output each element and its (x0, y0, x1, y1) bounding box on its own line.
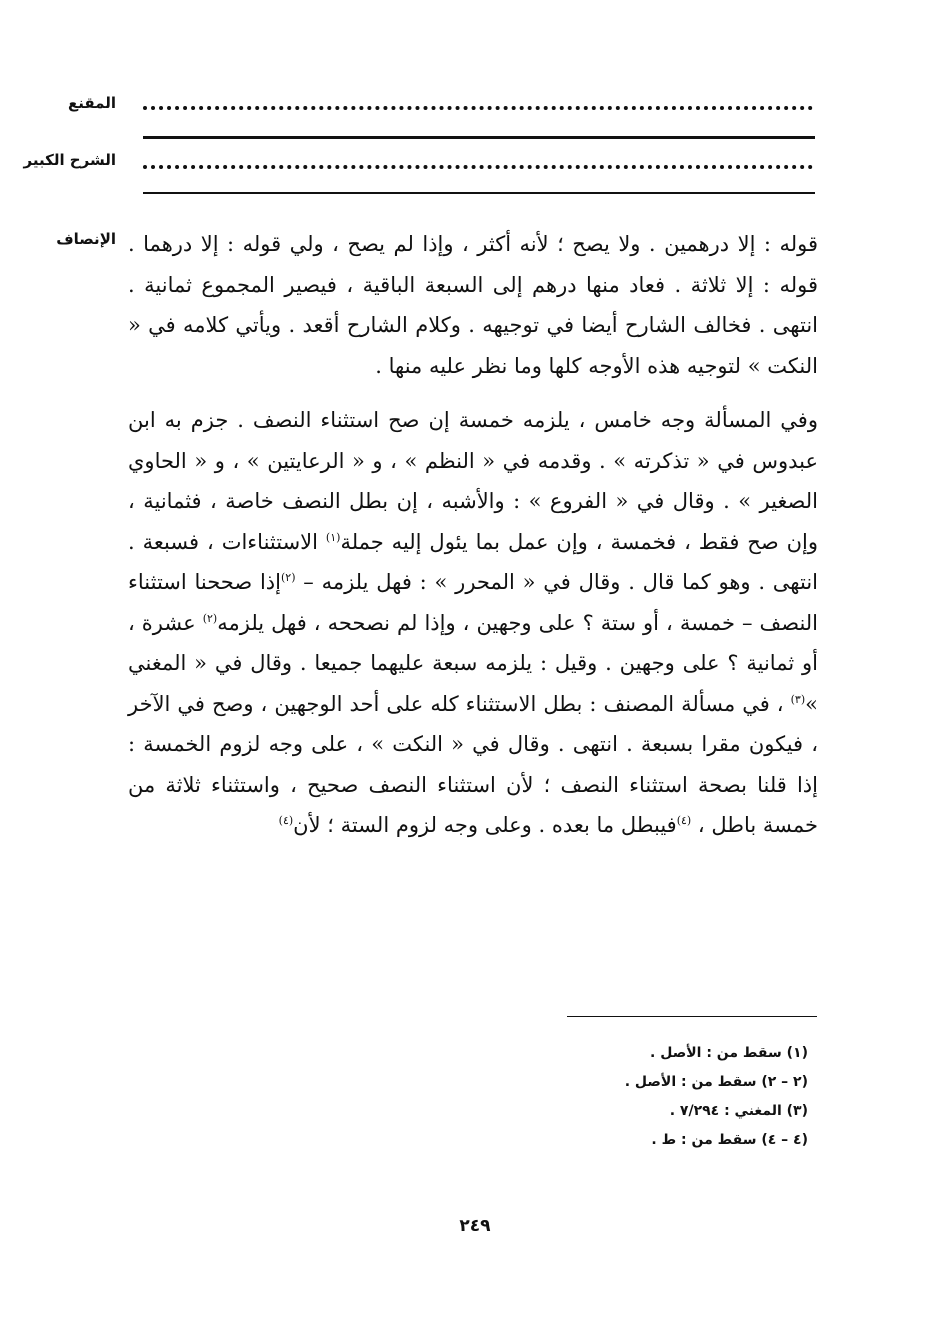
paragraph-text: الاستثناءات ، فسبعة . انتهى . وهو كما قال . وقال في « المحرر » : فهل يلزمه – (128, 529, 819, 594)
footnotes (388, 1039, 808, 1155)
section-divider (143, 136, 815, 139)
footnote: (٤ – ٤) سقط من : ط . (651, 1132, 808, 1148)
paragraph-text: وفي المسألة وجه خامس ، يلزمه خمسة إن صح استثناء النصف . جزم به ابن عبدوس في « تذكرته » . وقدمه في « النظم » ، و « الرعايتين » ، و « الحاوي الصغير » . وقال في « الفروع » : والأشبه ، إن بطل النصف خاصة ، فثمانية ، وإن صح فقط ، فخمسة ، وإن عمل بما يئول إليه جملة (128, 408, 818, 554)
footnote-ref: (٤) (676, 814, 692, 827)
insaf-body-text (128, 224, 818, 846)
section-label-muqni: المقنع (68, 94, 116, 112)
page-number: ٢٤٩ (459, 1216, 491, 1236)
section-label-sharh: الشرح الكبير (23, 151, 116, 169)
paragraph (128, 400, 818, 846)
footnote-ref: (٢) (281, 571, 296, 584)
footnote-ref: (١) (325, 530, 341, 544)
sharh-dotted-placeholder (143, 165, 813, 169)
muqni-dotted-placeholder (143, 106, 813, 110)
footnote: (١) سقط من : الأصل . (650, 1045, 808, 1061)
section-divider (143, 192, 815, 194)
footnote-separator (567, 1016, 817, 1017)
footnote-ref: (٤) (278, 814, 294, 827)
paragraph-text: إذا صححنا استثناء النصف – خمسة ، أو ستة ؟ على وجهين ، وإذا لم نصححه ، فهل يلزمه (128, 570, 819, 635)
footnote-ref: (٣) (790, 692, 806, 706)
paragraph-text: فيبطل ما بعده . وعلى وجه لزوم الستة ؛ لأن (293, 813, 677, 837)
footnote-ref: (٢) (202, 611, 218, 625)
section-label-insaf: الإنصاف (56, 230, 116, 248)
paragraph-text: عشرة ، أو ثمانية ؟ على وجهين . وقيل : يلزمه سبعة عليهما جميعا . وقال في « المغني » (128, 610, 818, 716)
paragraph: قوله : إلا درهمين . ولا يصح ؛ لأنه أكثر ، وإذا لم يصح ، ولي قوله : إلا درهما . قوله : إلا ثلاثة . فعاد منها درهم إلى السبعة الباقية ، فيصير المجموع ثمانية . انتهى . فخالف الشارح أيضا في توجيهه . وكلام الشارح أقعد . ويأتي كلامه في « النكت » لتوجيه هذه الأوجه كلها وما نظر عليه منها . (128, 232, 818, 378)
footnote: (٢ – ٢) سقط من : الأصل . (624, 1074, 808, 1090)
paragraph-text: ، في مسألة المصنف : بطل الاستثناء كله على أحد الوجهين ، وصح في الآخر ، فيكون مقرا بسبعة . انتهى . وقال في « النكت » ، على وجه لزوم الخمسة : إذا قلنا بصحة استثناء النصف ؛ لأن استثناء النصف صحيح ، واستثناء ثلاثة من خمسة باطل ، (128, 691, 818, 837)
footnote: (٣) المغني : ٧/٢٩٤ . (669, 1103, 808, 1119)
